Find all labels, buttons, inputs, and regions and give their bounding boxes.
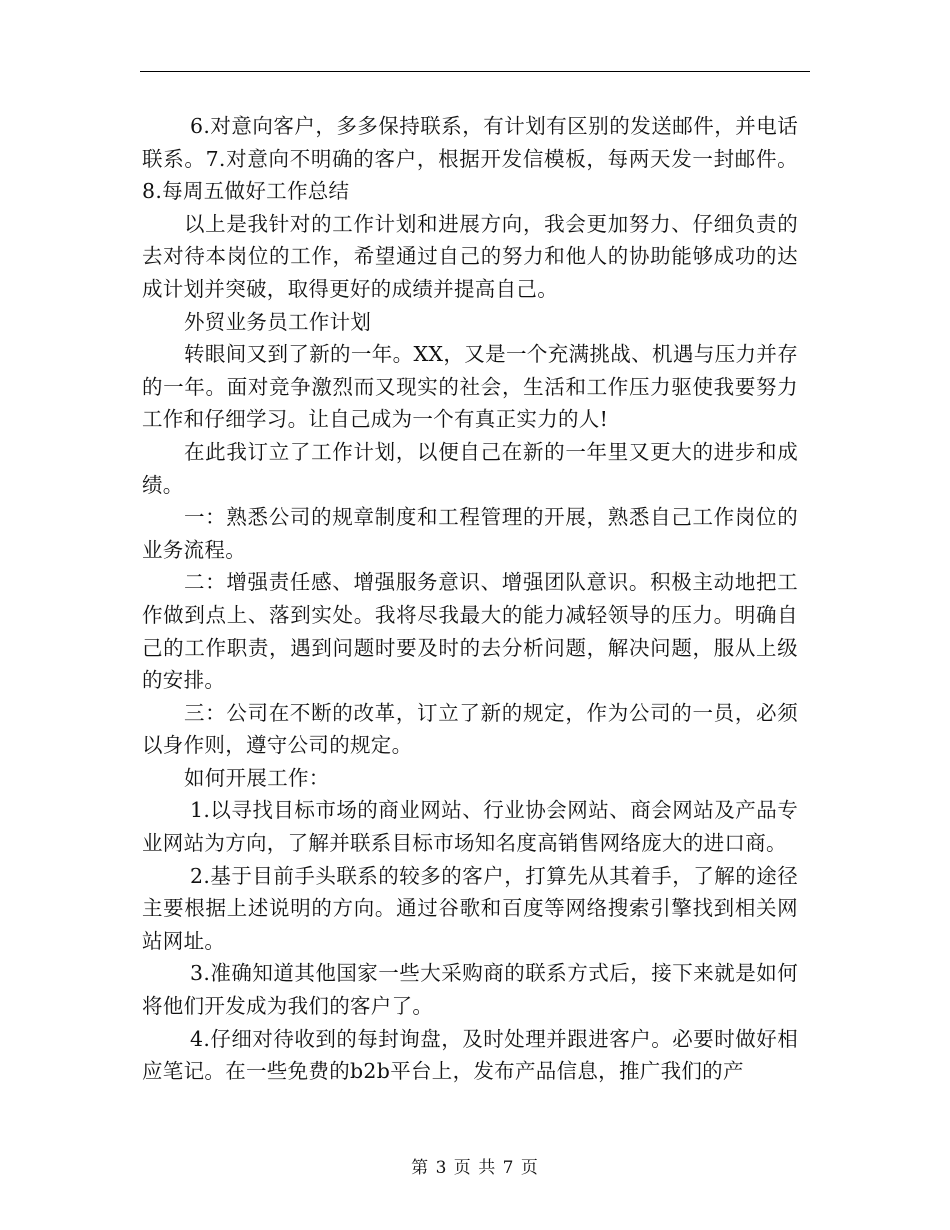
paragraph-6: 二：增强责任感、增强服务意识、增强团队意识。积极主动地把工作做到点上、落到实处。我将尽我最大的能力减轻领导的压力。明确自己的工作职责，遇到问题时要及时的去分析问题，解决问题，服从上级的安排。: [142, 570, 798, 693]
paragraph-1: 6.对意向客户，多多保持联系，有计划有区别的发送邮件，并电话联系。7.对意向不明确的客户，根据开发信模板，每两天发一封邮件。8.每周五做好工作总结: [142, 114, 798, 204]
paragraph-2: 以上是我针对的工作计划和进展方向，我会更加努力、仔细负责的去对待本岗位的工作，希望通过自己的努力和他人的协助能够成功的达成计划并突破，取得更好的成绩并提高自己。: [142, 211, 798, 301]
paragraph-4: 在此我订立了工作计划，以便自己在新的一年里又更大的进步和成绩。: [142, 439, 798, 497]
page-number-footer: 第 3 页 共 7 页: [411, 1158, 539, 1178]
header-rule: [140, 71, 810, 72]
paragraph-10: 2.基于目前手头联系的较多的客户，打算先从其着手，了解的途径主要根据上述说明的方向。通过谷歌和百度等网络搜索引擎找到相关网站网址。: [142, 863, 798, 953]
paragraph-5: 一：熟悉公司的规章制度和工程管理的开展，熟悉自己工作岗位的业务流程。: [142, 505, 798, 562]
paragraph-11: 3.准确知道其他国家一些大采购商的联系方式后，接下来就是如何将他们开发成为我们的客户了。: [142, 961, 798, 1019]
paragraph-12: 4.仔细对待收到的每封询盘，及时处理并跟进客户。必要时做好相应笔记。在一些免费的b2b平台上，发布产品信息，推广我们的产: [142, 1026, 798, 1084]
document-body: [142, 110, 798, 1088]
paragraph-9: 1.以寻找目标市场的商业网站、行业协会网站、商会网站及产品专业网站为方向，了解并联系目标市场知名度高销售网络庞大的进口商。: [142, 798, 798, 856]
section-heading: 外贸业务员工作计划: [184, 309, 372, 334]
paragraph-8: 如何开展工作：: [184, 765, 330, 790]
paragraph-3: 转眼间又到了新的一年。XX，又是一个充满挑战、机遇与压力并存的一年。面对竞争激烈而又现实的社会，生活和工作压力驱使我要努力工作和仔细学习。让自己成为一个有真正实力的人!: [142, 342, 798, 432]
paragraph-7: 三：公司在不断的改革，订立了新的规定，作为公司的一员，必须以身作则，遵守公司的规定。: [142, 700, 798, 758]
